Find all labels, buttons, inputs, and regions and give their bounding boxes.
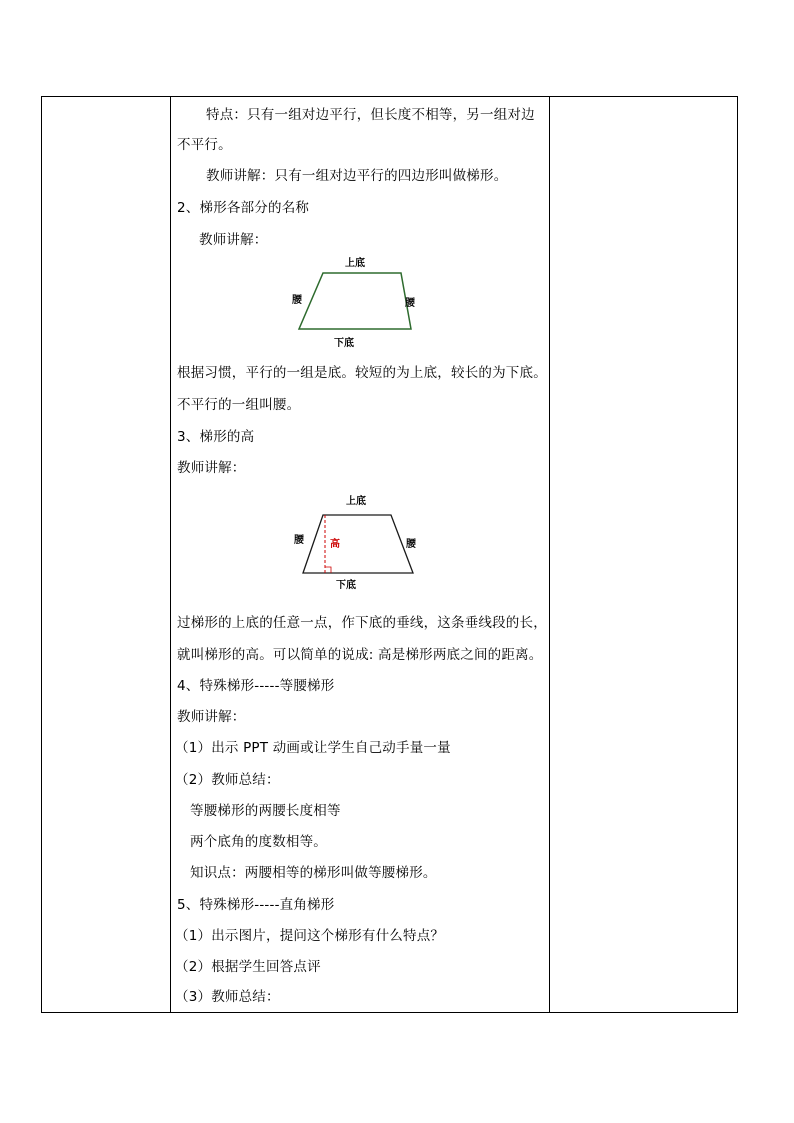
text-line: 过梯形的上底的任意一点，作下底的垂线，这条垂线段的长， <box>177 615 547 631</box>
lesson-plan-table <box>41 96 738 1013</box>
text-line: 两个底角的度数相等。 <box>190 834 327 850</box>
label-left-leg: 腰 <box>292 295 302 306</box>
text-line: 不平行。 <box>177 137 232 153</box>
text-line: （3）教师总结： <box>175 989 280 1005</box>
text-line: 教师讲解：只有一组对边平行的四边形叫做梯形。 <box>206 168 508 184</box>
section-heading: 5、特殊梯形-----直角梯形 <box>177 897 335 913</box>
label-right-leg: 腰 <box>406 539 416 550</box>
text-line: 教师讲解： <box>177 460 246 476</box>
right-angle-mark <box>325 567 331 573</box>
label-height: 高 <box>330 539 340 550</box>
text-line: 知识点：两腰相等的梯形叫做等腰梯形。 <box>190 865 437 881</box>
text-line: （2）教师总结： <box>175 772 280 788</box>
trapezoid-parts-figure <box>281 252 441 352</box>
label-top-base: 上底 <box>346 496 366 507</box>
text-line: 根据习惯，平行的一组是底。较短的为上底，较长的为下底。 <box>177 365 547 381</box>
text-line: 教师讲解： <box>199 232 268 248</box>
trapezoid-height-figure <box>286 492 436 592</box>
section-heading: 4、特殊梯形-----等腰梯形 <box>177 678 335 694</box>
trapezoid-shape <box>303 515 413 573</box>
trapezoid-shape <box>299 273 411 329</box>
label-bottom-base: 下底 <box>336 580 356 591</box>
text-line: （1）出示图片，提问这个梯形有什么特点？ <box>175 928 445 944</box>
text-line: 等腰梯形的两腰长度相等 <box>190 803 341 819</box>
text-line: 就叫梯形的高。可以简单的说成: 高是梯形两底之间的距离。 <box>177 647 543 663</box>
label-top-base: 上底 <box>345 258 365 269</box>
section-heading: 3、梯形的高 <box>177 429 255 445</box>
text-line: 不平行的一组叫腰。 <box>177 397 301 413</box>
text-line: （1）出示 PPT 动画或让学生自己动手量一量 <box>175 740 451 756</box>
text-line: （2）根据学生回答点评 <box>175 959 321 975</box>
text-line: 特点：只有一组对边平行，但长度不相等，另一组对边 <box>206 107 535 123</box>
section-heading: 2、梯形各部分的名称 <box>177 200 310 216</box>
content-cell <box>171 97 549 1012</box>
column-divider <box>549 97 550 1012</box>
label-left-leg: 腰 <box>294 535 304 546</box>
label-bottom-base: 下底 <box>334 338 354 349</box>
label-right-leg: 腰 <box>405 298 415 309</box>
text-line: 教师讲解： <box>177 709 246 725</box>
